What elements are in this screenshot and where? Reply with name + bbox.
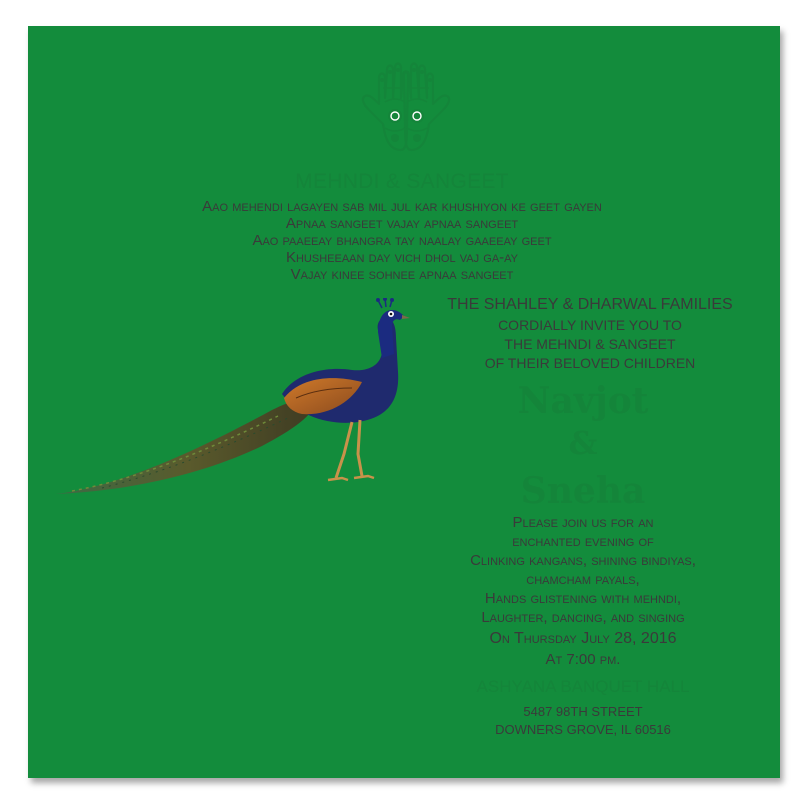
message-line: Clinking kangans, shining bindiyas, <box>470 552 696 569</box>
address-line: 5487 98TH STREET <box>523 704 643 719</box>
hosts-line: OF THEIR BELOVED CHILDREN <box>484 355 696 371</box>
bride-name: Sneha <box>520 470 646 512</box>
message-line: Laughter, dancing, and singing <box>481 609 685 626</box>
poem-line: Aao mehendi lagayen sab mil jul kar khushiyon ke geet gayen <box>202 198 602 215</box>
venue-name: ASHYANA BANQUET HALL <box>476 677 690 696</box>
hosts-line: CORDIALLY INVITE YOU TO <box>498 317 682 333</box>
ampersand: & <box>568 424 598 462</box>
groom-name: Navjot <box>517 380 649 422</box>
hosts-line: THE MEHNDI & SANGEET <box>504 336 676 352</box>
poem-line: Vajay kinee sohnee apnaa sangeet <box>290 266 514 283</box>
message-line: enchanted evening of <box>512 533 654 550</box>
message-line: Please join us for an <box>512 514 654 531</box>
poem-line: Apnaa sangeet vajay apnaa sangeet <box>285 215 519 232</box>
poem-line: Khusheeaan day vich dhol vaj ga-ay <box>285 249 519 266</box>
address-line: DOWNERS GROVE, IL 60516 <box>495 722 671 737</box>
event-title: MEHNDI & SANGEET <box>295 170 509 193</box>
hosts-line: THE SHAHLEY & DHARWAL FAMILIES <box>447 296 733 313</box>
event-date: On Thursday July 28, 2016 <box>489 630 677 647</box>
message-line: Hands glistening with mehndi, <box>484 590 682 607</box>
poem-line: Aao paaeeay bhangra tay naalay gaaeeay geet <box>252 232 552 249</box>
message-line: chamcham payals, <box>526 571 640 588</box>
event-time: At 7:00 pm. <box>545 651 621 668</box>
